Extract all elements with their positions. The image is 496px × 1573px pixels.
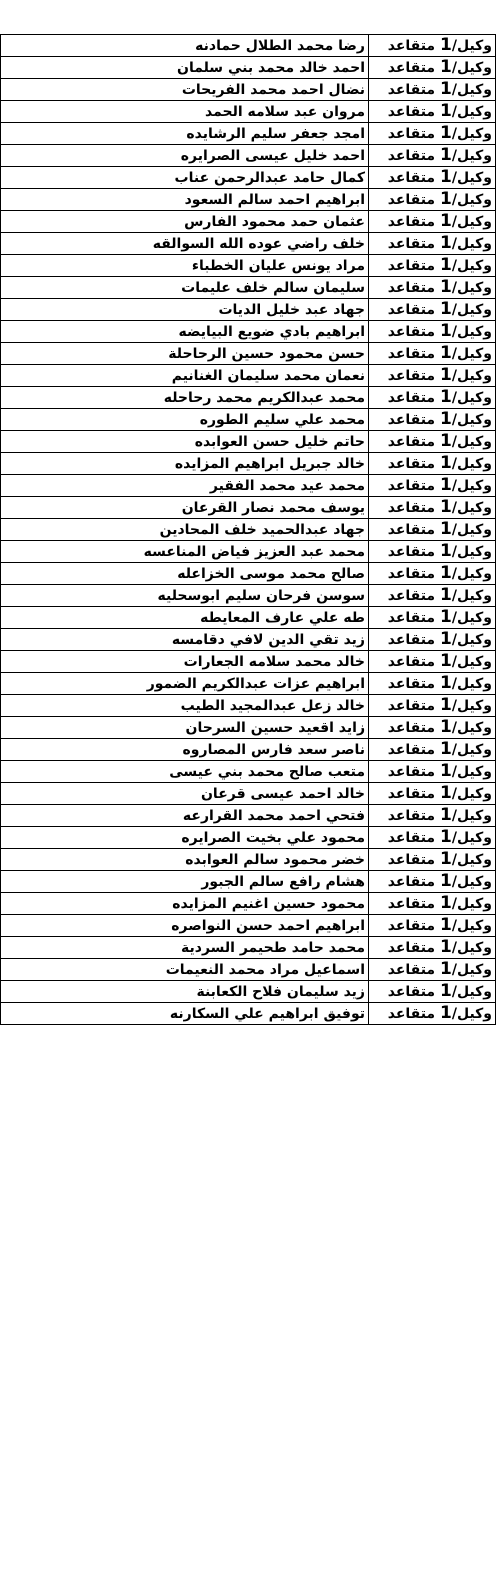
name-cell[interactable]: كمال حامد عبدالرحمن عناب [1,167,369,189]
rank-status: متقاعد [387,984,440,1000]
table-row [1,629,496,651]
name-cell[interactable]: سوسن فرحان سليم ابوسحليه [1,585,369,607]
rank-status: متقاعد [387,808,440,824]
rank-cell[interactable] [369,409,496,431]
rank-prefix: وكيل/ [451,280,492,296]
rank-status: متقاعد [387,522,440,538]
table-row [1,79,496,101]
rank-status: متقاعد [387,566,440,582]
name-cell[interactable]: عثمان حمد محمود الفارس [1,211,369,233]
rank-number: 1 [439,585,452,605]
rank-status: متقاعد [387,456,440,472]
rank-cell[interactable] [369,145,496,167]
rank-cell[interactable] [369,937,496,959]
rank-prefix: وكيل/ [451,940,492,956]
rank-status: متقاعد [387,82,440,98]
rank-number: 1 [439,101,452,121]
rank-status: متقاعد [387,60,440,76]
name-cell[interactable]: ابراهيم بادي ضويع البيايضه [1,321,369,343]
table-row [1,761,496,783]
table-row [1,453,496,475]
rank-prefix: وكيل/ [451,720,492,736]
rank-number: 1 [439,937,452,957]
rank-prefix: وكيل/ [451,544,492,560]
table-row [1,211,496,233]
rank-prefix: وكيل/ [451,632,492,648]
rank-cell[interactable] [369,629,496,651]
rank-number: 1 [439,651,452,671]
table-row [1,849,496,871]
rank-number: 1 [439,79,452,99]
rank-prefix: وكيل/ [451,896,492,912]
rank-status: متقاعد [387,324,440,340]
rank-number: 1 [439,453,452,473]
table-row [1,189,496,211]
rank-prefix: وكيل/ [451,874,492,890]
rank-cell[interactable] [369,651,496,673]
rank-number: 1 [439,607,452,627]
rank-number: 1 [439,563,452,583]
name-cell[interactable]: خلف راضي عوده الله السوالقه [1,233,369,255]
rank-status: متقاعد [387,544,440,560]
rank-cell[interactable] [369,233,496,255]
rank-status: متقاعد [387,830,440,846]
rank-prefix: وكيل/ [451,588,492,604]
rank-status: متقاعد [387,302,440,318]
rank-prefix: وكيل/ [451,126,492,142]
name-cell[interactable]: ابراهيم احمد حسن النواصره [1,915,369,937]
table-row [1,519,496,541]
rank-number: 1 [439,211,452,231]
rank-number: 1 [439,277,452,297]
name-cell[interactable]: نعمان محمد سليمان الغنانيم [1,365,369,387]
rank-cell[interactable] [369,387,496,409]
rank-status: متقاعد [387,236,440,252]
rank-status: متقاعد [387,874,440,890]
rank-cell[interactable] [369,563,496,585]
rank-number: 1 [439,805,452,825]
rank-cell[interactable] [369,871,496,893]
rank-prefix: وكيل/ [451,368,492,384]
rank-cell[interactable] [369,915,496,937]
rank-cell[interactable] [369,123,496,145]
rank-status: متقاعد [387,588,440,604]
rank-cell[interactable] [369,101,496,123]
table-row [1,1003,496,1025]
rank-number: 1 [439,189,452,209]
rank-prefix: وكيل/ [451,82,492,98]
rank-status: متقاعد [387,918,440,934]
rank-status: متقاعد [387,104,440,120]
name-cell[interactable]: حسن محمود حسين الرحاحلة [1,343,369,365]
rank-cell[interactable] [369,79,496,101]
name-cell[interactable]: هشام رافع سالم الجبور [1,871,369,893]
rank-number: 1 [439,717,452,737]
name-cell[interactable]: خالد زعل عبدالمجيد الطيب [1,695,369,717]
rank-prefix: وكيل/ [451,104,492,120]
name-cell[interactable]: خالد جبريل ابراهيم المزايده [1,453,369,475]
rank-status: متقاعد [387,346,440,362]
rank-number: 1 [439,145,452,165]
rank-number: 1 [439,981,452,1001]
rank-number: 1 [439,827,452,847]
rank-cell[interactable] [369,761,496,783]
rank-number: 1 [439,35,452,55]
rank-number: 1 [439,541,452,561]
rank-status: متقاعد [387,126,440,142]
rank-number: 1 [439,1003,452,1023]
rank-prefix: وكيل/ [451,148,492,164]
rank-prefix: وكيل/ [451,258,492,274]
name-cell[interactable]: جهاد عبد خليل الديات [1,299,369,321]
rank-cell[interactable] [369,959,496,981]
table-row [1,673,496,695]
table-row [1,365,496,387]
rank-cell[interactable] [369,981,496,1003]
rank-prefix: وكيل/ [451,500,492,516]
rank-status: متقاعد [387,148,440,164]
rank-prefix: وكيل/ [451,170,492,186]
table-row [1,915,496,937]
table-row [1,717,496,739]
rank-cell[interactable] [369,431,496,453]
name-cell[interactable]: ابراهيم احمد سالم السعود [1,189,369,211]
name-cell[interactable]: زايد اقعيد حسين السرحان [1,717,369,739]
name-cell[interactable]: رضا محمد الطلال حمادنه [1,35,369,57]
rank-status: متقاعد [387,654,440,670]
rank-number: 1 [439,761,452,781]
table-row [1,651,496,673]
spreadsheet-sheet [0,34,496,1025]
table-row [1,739,496,761]
rank-status: متقاعد [387,896,440,912]
name-cell[interactable]: امجد جعفر سليم الرشايده [1,123,369,145]
rank-number: 1 [439,255,452,275]
table-row [1,871,496,893]
rank-prefix: وكيل/ [451,522,492,538]
name-cell[interactable]: خالد محمد سلامه الجعارات [1,651,369,673]
rank-prefix: وكيل/ [451,808,492,824]
table-row [1,145,496,167]
table-row [1,255,496,277]
rank-cell[interactable] [369,255,496,277]
table-row [1,299,496,321]
rank-number: 1 [439,475,452,495]
rank-status: متقاعد [387,632,440,648]
rank-prefix: وكيل/ [451,984,492,1000]
rank-cell[interactable] [369,783,496,805]
rank-status: متقاعد [387,390,440,406]
rank-cell[interactable] [369,475,496,497]
rank-number: 1 [439,365,452,385]
table-row [1,805,496,827]
table-row [1,695,496,717]
rank-prefix: وكيل/ [451,456,492,472]
rank-cell[interactable] [369,673,496,695]
table-row [1,959,496,981]
rank-number: 1 [439,167,452,187]
rank-number: 1 [439,387,452,407]
name-cell[interactable]: صالح محمد موسى الخزاعله [1,563,369,585]
name-cell[interactable]: احمد خليل عيسى الصرايره [1,145,369,167]
rank-cell[interactable] [369,893,496,915]
rank-number: 1 [439,123,452,143]
name-cell[interactable]: مراد يونس عليان الخطباء [1,255,369,277]
table-row [1,343,496,365]
rank-status: متقاعد [387,720,440,736]
rank-prefix: وكيل/ [451,764,492,780]
rank-prefix: وكيل/ [451,60,492,76]
name-cell[interactable]: جهاد عبدالحميد خلف المحادين [1,519,369,541]
rank-status: متقاعد [387,192,440,208]
rank-prefix: وكيل/ [451,214,492,230]
rank-number: 1 [439,915,452,935]
rank-status: متقاعد [387,500,440,516]
table-row [1,585,496,607]
rank-prefix: وكيل/ [451,1006,492,1022]
rank-number: 1 [439,739,452,759]
rank-status: متقاعد [387,698,440,714]
rank-cell[interactable] [369,827,496,849]
rank-prefix: وكيل/ [451,698,492,714]
rank-cell[interactable] [369,695,496,717]
rank-prefix: وكيل/ [451,566,492,582]
rank-prefix: وكيل/ [451,236,492,252]
rank-number: 1 [439,629,452,649]
rank-prefix: وكيل/ [451,830,492,846]
rank-status: متقاعد [387,170,440,186]
personnel-table [0,34,496,1025]
rank-status: متقاعد [387,742,440,758]
rank-status: متقاعد [387,852,440,868]
rank-number: 1 [439,321,452,341]
rank-cell[interactable] [369,453,496,475]
table-row [1,563,496,585]
table-row [1,277,496,299]
rank-status: متقاعد [387,412,440,428]
rank-number: 1 [439,849,452,869]
rank-number: 1 [439,409,452,429]
rank-number: 1 [439,57,452,77]
rank-cell[interactable] [369,805,496,827]
rank-cell[interactable] [369,519,496,541]
rank-cell[interactable] [369,321,496,343]
table-row [1,937,496,959]
rank-number: 1 [439,233,452,253]
rank-prefix: وكيل/ [451,390,492,406]
rank-number: 1 [439,519,452,539]
name-cell[interactable]: خضر محمود سالم العوابده [1,849,369,871]
rank-cell[interactable] [369,57,496,79]
name-cell[interactable]: محمد حامد طحيمر السردية [1,937,369,959]
rank-number: 1 [439,299,452,319]
name-cell[interactable]: زيد تقي الدين لافي دقامسه [1,629,369,651]
table-row [1,541,496,563]
name-cell[interactable]: نضال احمد محمد الفريحات [1,79,369,101]
rank-cell[interactable] [369,343,496,365]
rank-number: 1 [439,673,452,693]
rank-cell[interactable] [369,849,496,871]
table-row [1,607,496,629]
name-cell[interactable]: سليمان سالم خلف عليمات [1,277,369,299]
name-cell[interactable]: متعب صالح محمد بني عيسى [1,761,369,783]
rank-status: متقاعد [387,214,440,230]
rank-cell[interactable] [369,739,496,761]
rank-prefix: وكيل/ [451,324,492,340]
table-row [1,827,496,849]
rank-cell[interactable] [369,717,496,739]
rank-cell[interactable] [369,365,496,387]
rank-status: متقاعد [387,258,440,274]
rank-prefix: وكيل/ [451,786,492,802]
name-cell[interactable]: محمد عيد محمد الفقير [1,475,369,497]
rank-cell[interactable] [369,167,496,189]
table-row [1,475,496,497]
rank-status: متقاعد [387,1006,440,1022]
rank-number: 1 [439,893,452,913]
table-row [1,101,496,123]
rank-cell[interactable] [369,1003,496,1025]
rank-prefix: وكيل/ [451,852,492,868]
table-row [1,57,496,79]
name-cell[interactable]: فتحي احمد محمد القرارعه [1,805,369,827]
rank-status: متقاعد [387,610,440,626]
rank-prefix: وكيل/ [451,742,492,758]
name-cell[interactable]: محمد علي سليم الطوره [1,409,369,431]
rank-status: متقاعد [387,478,440,494]
name-cell[interactable]: زيد سليمان فلاح الكعابنة [1,981,369,1003]
rank-prefix: وكيل/ [451,412,492,428]
rank-status: متقاعد [387,676,440,692]
rank-prefix: وكيل/ [451,962,492,978]
name-cell[interactable]: ناصر سعد فارس المصاروه [1,739,369,761]
name-cell[interactable]: محمد عبد العزيز فياض المناعسه [1,541,369,563]
name-cell[interactable]: طه علي عارف المعايطه [1,607,369,629]
rank-number: 1 [439,497,452,517]
name-cell[interactable]: خالد احمد عيسى قرعان [1,783,369,805]
rank-prefix: وكيل/ [451,434,492,450]
rank-number: 1 [439,431,452,451]
rank-cell[interactable] [369,585,496,607]
rank-number: 1 [439,959,452,979]
rank-cell[interactable] [369,299,496,321]
rank-prefix: وكيل/ [451,654,492,670]
rank-cell[interactable] [369,211,496,233]
rank-number: 1 [439,343,452,363]
rank-prefix: وكيل/ [451,676,492,692]
table-row [1,893,496,915]
rank-prefix: وكيل/ [451,478,492,494]
rank-cell[interactable] [369,277,496,299]
table-row [1,431,496,453]
personnel-table-body [1,35,496,1025]
name-cell[interactable]: مروان عبد سلامه الحمد [1,101,369,123]
table-row [1,497,496,519]
rank-status: متقاعد [387,940,440,956]
table-row [1,123,496,145]
rank-cell[interactable] [369,541,496,563]
table-row [1,387,496,409]
rank-status: متقاعد [387,786,440,802]
table-row [1,233,496,255]
table-row [1,167,496,189]
name-cell[interactable]: احمد خالد محمد بني سلمان [1,57,369,79]
name-cell[interactable]: توفيق ابراهيم علي السكارنه [1,1003,369,1025]
table-row [1,981,496,1003]
rank-prefix: وكيل/ [451,192,492,208]
table-row [1,321,496,343]
rank-status: متقاعد [387,962,440,978]
rank-cell[interactable] [369,189,496,211]
name-cell[interactable]: ابراهيم عزات عبدالكريم الضمور [1,673,369,695]
rank-status: متقاعد [387,764,440,780]
rank-cell[interactable] [369,497,496,519]
name-cell[interactable]: محمد عبدالكريم محمد رحاحله [1,387,369,409]
table-row [1,35,496,57]
name-cell[interactable]: اسماعيل مراد محمد النعيمات [1,959,369,981]
rank-number: 1 [439,695,452,715]
rank-prefix: وكيل/ [451,610,492,626]
rank-number: 1 [439,871,452,891]
table-row [1,409,496,431]
rank-cell[interactable] [369,35,496,57]
rank-prefix: وكيل/ [451,346,492,362]
rank-status: متقاعد [387,434,440,450]
rank-status: متقاعد [387,280,440,296]
name-cell[interactable]: محمود حسين اغنيم المزايده [1,893,369,915]
rank-number: 1 [439,783,452,803]
name-cell[interactable]: يوسف محمد نصار القرعان [1,497,369,519]
rank-prefix: وكيل/ [451,918,492,934]
name-cell[interactable]: حاتم خليل حسن العوابده [1,431,369,453]
rank-prefix: وكيل/ [451,38,492,54]
name-cell[interactable]: محمود علي بخيت الصرايره [1,827,369,849]
rank-status: متقاعد [387,368,440,384]
rank-status: متقاعد [387,38,440,54]
table-row [1,783,496,805]
rank-cell[interactable] [369,607,496,629]
rank-prefix: وكيل/ [451,302,492,318]
